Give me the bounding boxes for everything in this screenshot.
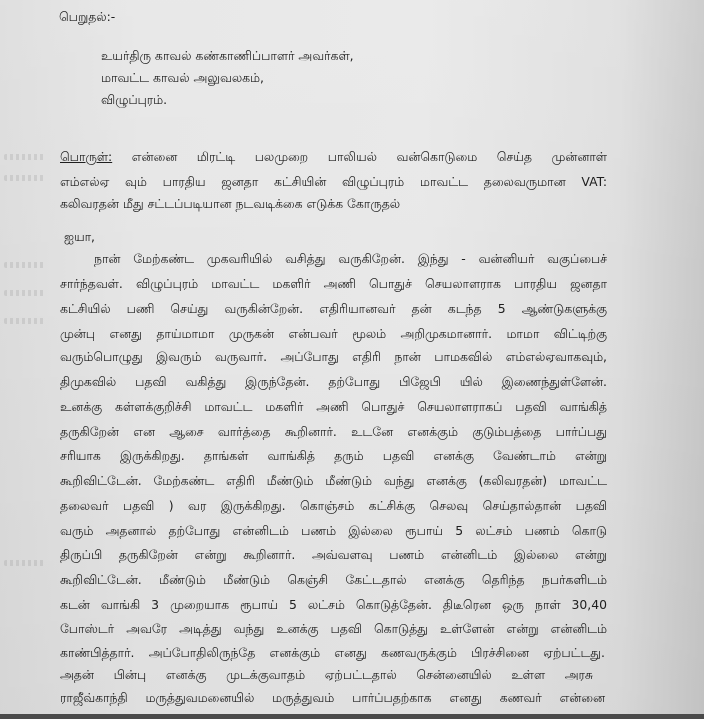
bleed-through-mark	[4, 560, 46, 566]
paragraph-line: போஸ்டர் அவரே அடித்து வந்து உனக்கு பதவி கொடுத்து உள்ளேன் என்று என்னிடம்	[60, 621, 607, 636]
paragraph-line: நான் மேற்கண்ட முகவரியில் வசித்து வருகிறேன். இந்து - வன்னியர் வகுப்பைச்	[94, 251, 607, 266]
subject-label: பொருள்:	[60, 149, 113, 164]
recipient-line: மாவட்ட காவல் அலுவலகம்,	[101, 70, 264, 85]
subject-line: கலிவரதன் மீது சட்டப்படியான நடவடிக்கை எடுக்க கோருதல்	[60, 196, 401, 211]
paragraph-line: காண்பித்தார். அப்போதிலிருந்தே எனக்கும் எனது கணவருக்கும் பிரச்சினை ஏற்பட்டது.	[60, 645, 605, 660]
bleed-through-mark	[4, 175, 46, 181]
page-bottom-edge	[0, 714, 704, 719]
paragraph-line: தலைவர் பதவி ) வர இருக்கிறது. கொஞ்சம் கட்சிக்கு செலவு செய்தால்தான் பதவி	[60, 498, 607, 513]
paragraph-line: ராஜீவ்காந்தி மருத்துவமனையில் மருத்துவம் பார்ப்பதற்காக எனது கணவர் என்னை	[60, 690, 605, 705]
paragraph-line: கூறிவிட்டேன். மேற்கண்ட எதிரி மீண்டும் மீண்டும் வந்து எனக்கு (கலிவரதன்) மாவட்ட	[60, 473, 607, 488]
subject-line: எம்எல்ஏ வும் பாரதிய ஜனதா கட்சியின் விழுப்புரம் மாவட்ட தலைவருமான VAT:	[60, 174, 607, 189]
paragraph-line: முன்பு எனது தாய்மாமா முருகன் என்பவர் மூலம் அறிமுகமானார். மாமா விட்டிற்கு	[60, 326, 607, 341]
greeting: ஐயா,	[64, 229, 95, 244]
paragraph-line: தருகிறேன் என ஆசை வார்த்தை கூறினார். உடனே எனக்கும் குடும்பத்தை பார்ப்பது	[60, 424, 607, 439]
paragraph-line: சார்ந்தவள். விழுப்புரம் மாவட்ட மகளிர் அணி பொதுச் செயலாளராக பாரதிய ஜனதா	[60, 276, 607, 291]
paragraph-line: உனக்கு கள்ளக்குறிச்சி மாவட்ட மகளிர் அணி பொதுச் செயலாளராகப் பதவி வாங்கித்	[60, 399, 607, 414]
salutation-from: பெறுதல்:-	[59, 9, 116, 24]
paragraph-line: வரும் அதனால் தற்போது என்னிடம் பணம் இல்லை ரூபாய் 5 லட்சம் பணம் கொடு	[60, 523, 607, 538]
bleed-through-mark	[4, 154, 46, 160]
paragraph-line: திமுகவில் பதவி வகித்து இருந்தேன். தற்போது பிஜேபி யில் இணைந்துள்ளேன்.	[60, 374, 607, 389]
paragraph-line: திருப்பி தருகிறேன் என்று கூறினார். அவ்வளவு பணம் என்னிடம் இல்லை என்று	[60, 547, 607, 562]
paragraph-line: கட்சியில் பணி செய்து வருகின்றேன். எதிரியானவர் தன் கடந்த 5 ஆண்டுகளுக்கு	[60, 301, 607, 316]
bleed-through-mark	[4, 318, 46, 324]
subject-line: பொருள்: என்னை மிரட்டி பலமுறை பாலியல் வன்கொடுமை செய்த முன்னாள்	[60, 149, 607, 164]
paragraph-line: கடன் வாங்கி 3 முறையாக ரூபாய் 5 லட்சம் கொடுத்தேன். திடீரென ஒரு நாள் 30,40	[60, 597, 607, 612]
recipient-line: விழுப்புரம்.	[101, 92, 168, 107]
bleed-through-mark	[4, 262, 46, 268]
paragraph-line: அதன் பின்பு எனக்கு முடக்குவாதம் ஏற்பட்டதால் சென்னையில் உள்ள அரசு	[60, 667, 593, 682]
paragraph-line: கூறிவிட்டேன். மீண்டும் மீண்டும் கெஞ்சி கேட்டதால் எனக்கு தெரிந்த நபர்களிடம்	[60, 572, 607, 587]
recipient-line: உயர்திரு காவல் கண்காணிப்பாளர் அவர்கள்,	[101, 48, 354, 63]
bleed-through-mark	[4, 290, 46, 296]
paragraph-line: சரியாக இருக்கிறது. தாங்கள் வாங்கித் தரும் பதவி எனக்கு வேண்டாம் என்று	[60, 448, 607, 463]
paragraph-line: வரும்பொழுது இவரும் வருவார். அப்போது எதிரி நான் பாமகவில் எம்எல்ஏவாகவும்,	[60, 349, 607, 364]
